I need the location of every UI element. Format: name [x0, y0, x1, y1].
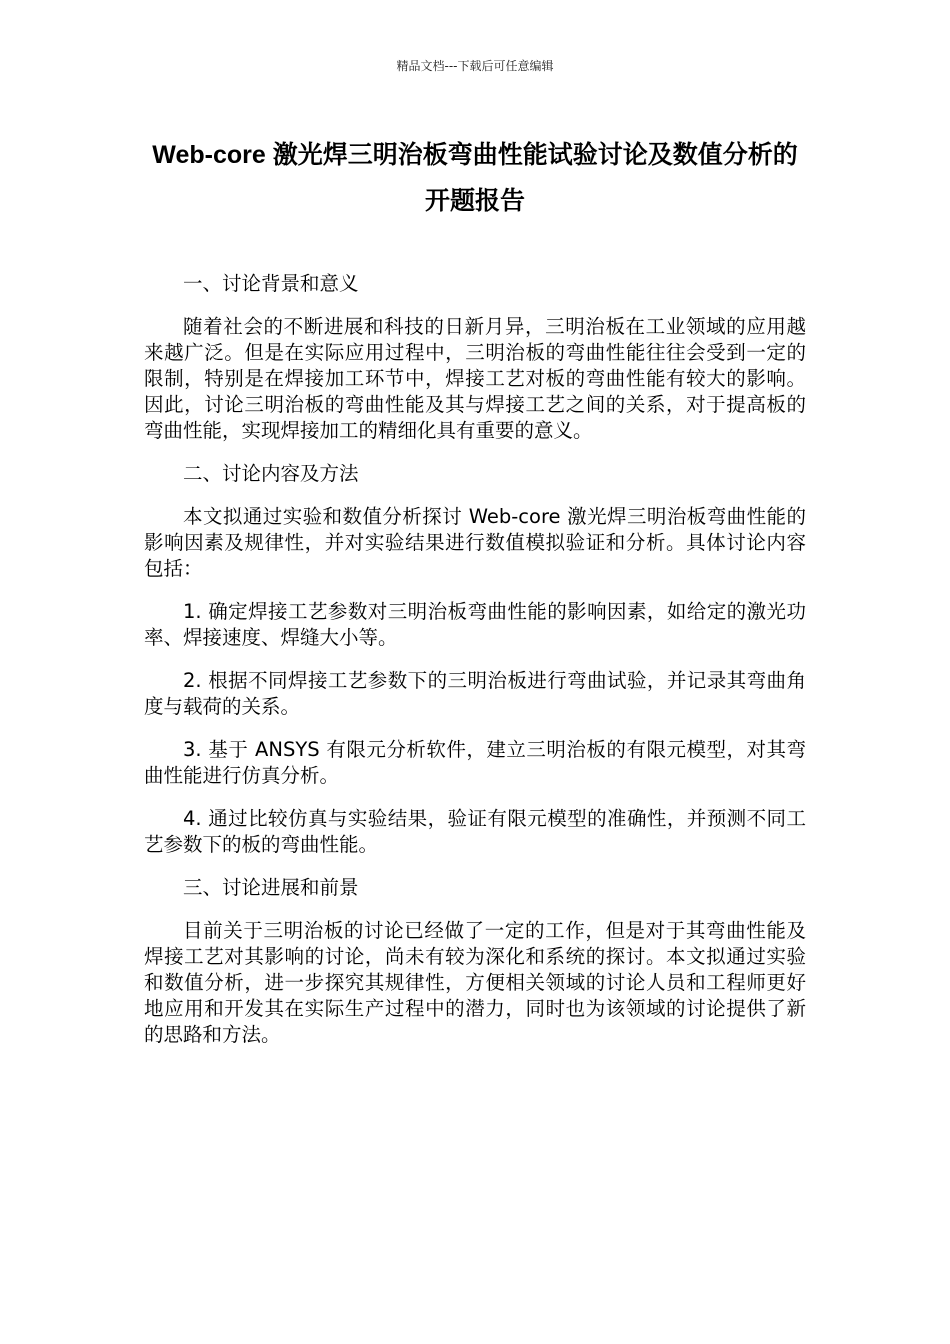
header-note: 精品文档---下载后可任意编辑 — [396, 59, 554, 73]
document-body — [144, 271, 806, 1065]
paragraph-progress: 目前关于三明治板的讨论已经做了一定的工作，但是对于其弯曲性能及焊接工艺对其影响的讨论，尚未有较为深化和系统的探讨。本文拟通过实验和数值分析，进一步探究其规律性，方便相关领域的讨论人员和工程师更好地应用和开发其在实际生产过程中的潜力，同时也为该领域的讨论提供了新的思路和方法。 — [144, 919, 806, 1046]
section-heading-background: 一、讨论背景和意义 — [183, 272, 359, 295]
section-heading-content-methods: 二、讨论内容及方法 — [183, 462, 359, 485]
paragraph-content-intro: 本文拟通过实验和数值分析探讨 Web-core 激光焊三明治板弯曲性能的影响因素及规律性，并对实验结果进行数值模拟验证和分析。具体讨论内容包括： — [144, 505, 806, 580]
list-item-4: 4. 通过比较仿真与实验结果，验证有限元模型的准确性，并预测不同工艺参数下的板的弯曲性能。 — [144, 807, 806, 856]
paragraph-background: 随着社会的不断进展和科技的日新月异，三明治板在工业领域的应用越来越广泛。但是在实际应用过程中，三明治板的弯曲性能往往会受到一定的限制，特别是在焊接加工环节中，焊接工艺对板的弯曲性能有较大的影响。因此，讨论三明治板的弯曲性能及其与焊接工艺之间的关系，对于提高板的弯曲性能，实现焊接加工的精细化具有重要的意义。 — [144, 315, 806, 442]
list-item-3: 3. 基于 ANSYS 有限元分析软件，建立三明治板的有限元模型，对其弯曲性能进行仿真分析。 — [144, 738, 806, 787]
section-heading-progress: 三、讨论进展和前景 — [183, 876, 359, 899]
document-title: Web-core 激光焊三明治板弯曲性能试验讨论及数值分析的开题报告 — [152, 141, 798, 215]
list-item-2: 2. 根据不同焊接工艺参数下的三明治板进行弯曲试验，并记录其弯曲角度与载荷的关系。 — [144, 669, 806, 718]
list-item-1: 1. 确定焊接工艺参数对三明治板弯曲性能的影响因素，如给定的激光功率、焊接速度、焊缝大小等。 — [144, 600, 806, 649]
